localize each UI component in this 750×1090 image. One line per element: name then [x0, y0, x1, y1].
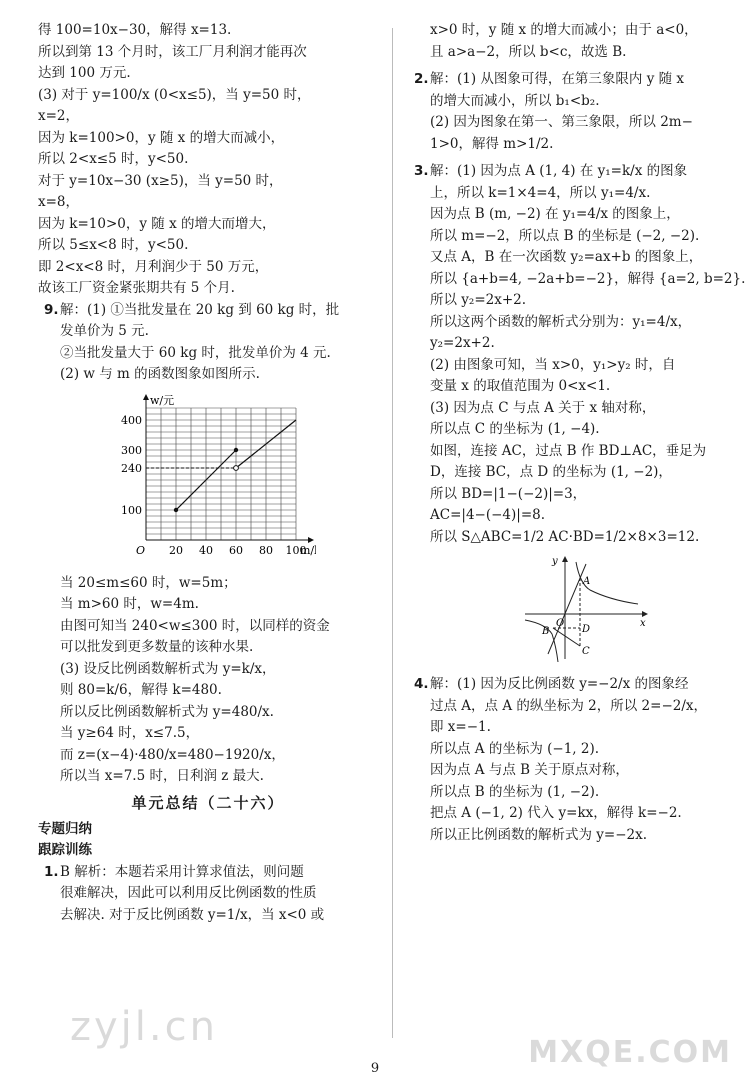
q2-line: (2) 因为图象在第一、第三象限，所以 2m−: [430, 114, 693, 130]
closed-point: [174, 507, 178, 511]
q3-line: 如图，连接 AC，过点 B 作 BD⊥AC，垂足为: [430, 442, 707, 459]
q8-continuation: [38, 20, 378, 300]
text-line: 故该工厂资金紧张期共有 5 个月.: [38, 280, 235, 296]
q9-after-chart: [60, 573, 378, 788]
q2-line: 1>0，解得 m>1/2.: [430, 135, 554, 152]
y-tick-label: 240: [121, 461, 142, 475]
question-number: 4.: [414, 676, 429, 692]
text-line: 所以到第 13 个月时，该工厂月利润才能再次: [38, 43, 307, 60]
q3-line: (2) 由图象可知，当 x>0，y₁>y₂ 时，自: [430, 356, 676, 373]
q3-line: 因为点 B (m, −2) 在 y₁=4/x 的图象上，: [430, 206, 680, 222]
x-tick-label: 80: [259, 543, 273, 557]
text-line: 达到 100 万元.: [38, 65, 131, 81]
q4-line: 所以正比例函数的解析式为 y=−2x.: [430, 826, 648, 843]
q9-line: 当 m>60 时，w=4m.: [60, 596, 199, 612]
q9-line: (3) 设反比例函数解析式为 y=k/x，: [60, 660, 276, 677]
question-9: [38, 300, 378, 788]
section-title: 单元总结（二十六）: [131, 793, 285, 812]
function-graph-figure: [520, 554, 650, 664]
y-tick-label: 100: [121, 503, 142, 517]
q9-line: (2) w 与 m 的函数图象如图所示.: [60, 366, 260, 382]
question-1: [38, 862, 378, 927]
x-arrow-icon: [308, 537, 314, 543]
q1-line: 很难解决，因此可以利用反比例函数的性质: [60, 885, 317, 901]
q9-line: 发单价为 5 元.: [60, 323, 149, 339]
q4-line: 因为点 A 与点 B 关于原点对称，: [430, 762, 629, 778]
q4-line: 即 x=−1.: [430, 719, 491, 735]
subhead-topic: 专题归纳: [38, 820, 92, 837]
y-arrow-icon: [143, 394, 149, 400]
question-number: 1.: [44, 863, 59, 880]
question-number: 3.: [414, 163, 429, 179]
q1-line: x>0 时，y 随 x 的增大而减小；由于 a<0，: [430, 22, 698, 38]
q4-line: 过点 A，点 A 的纵坐标为 2，所以 2=−2/x，: [430, 697, 708, 714]
q9-line: 解：(1) ①当批发量在 20 kg 到 60 kg 时，批: [60, 301, 340, 318]
text-line: (3) 对于 y=100/x (0<x≤5)，当 y=50 时，: [38, 86, 311, 103]
q9-line: 可以批发到更多数量的该种水果.: [60, 639, 254, 655]
x-arrow-icon: [642, 611, 648, 617]
q1-line: B 解析：本题若采用计算求值法，则问题: [60, 863, 304, 880]
q3-line: D，连接 BC，点 D 的坐标为 (1, −2)，: [430, 464, 672, 480]
origin-label: O: [136, 543, 146, 557]
text-line: 所以 2<x≤5 时，y<50.: [38, 151, 189, 167]
q2-line: 的增大而减小，所以 b₁<b₂.: [430, 92, 600, 109]
point-d-label: D: [582, 624, 591, 635]
q4-line: 所以点 A 的坐标为 (−1, 2).: [430, 740, 600, 757]
q3-line: 所以 {a+b=4, −2a+b=−2}，解得 {a=2, b=2}.: [430, 270, 746, 287]
x-tick-label: 100: [285, 543, 307, 557]
q9-line: 当 y≥64 时，x≤7.5，: [60, 725, 200, 741]
left-column: [38, 20, 378, 926]
text-line: 对于 y=10x−30 (x≥5)，当 y=50 时，: [38, 172, 283, 189]
point-b-label: B: [542, 626, 550, 637]
right-column: [408, 20, 746, 846]
segment-bc: [553, 628, 580, 646]
q3-body: [430, 183, 746, 549]
text-line: 即 2<x<8 时，月利润少于 50 万元，: [38, 258, 269, 275]
q1-continuation: [408, 20, 728, 63]
q3-line: 所以 m=−2，所以点 B 的坐标是 (−2, −2).: [430, 227, 700, 244]
q4-body: [430, 696, 728, 847]
q2-line: 解：(1) 从图象可得，在第三象限内 y 随 x: [430, 71, 685, 87]
q3-line: AC=|4−(−4)|=8.: [430, 507, 546, 523]
closed-point: [234, 447, 238, 451]
x-tick-label: 20: [169, 543, 183, 557]
w-m-line-chart: [116, 390, 316, 565]
chart-grid: [146, 408, 296, 540]
watermark-zyjl: zyjl.cn: [70, 1004, 218, 1050]
q3-line: 解：(1) 因为点 A (1, 4) 在 y₁=k/x 的图象: [430, 163, 688, 179]
y-axis-label: w/元: [150, 393, 175, 407]
y-tick-label: 300: [121, 443, 142, 457]
graph-y-label: y: [552, 556, 558, 567]
text-line: x=2，: [38, 108, 80, 124]
q3-line: 又点 A，B 在一次函数 y₂=ax+b 的图象上，: [430, 249, 703, 265]
q3-line: 上，所以 k=1×4=4，所以 y₁=4/x.: [430, 184, 651, 201]
chart-axes: [143, 394, 314, 543]
text-line: 所以 5≤x<8 时，y<50.: [38, 237, 189, 253]
q9-line: 当 20≤m≤60 时，w=5m；: [60, 574, 237, 591]
subhead-practice: 跟踪训练: [38, 842, 92, 858]
q1-line: 去解决. 对于反比例函数 y=1/x，当 x<0 或: [60, 906, 325, 923]
question-number: 9.: [44, 301, 59, 318]
q9-line: 所以当 x=7.5 时，日利润 z 最大.: [60, 768, 264, 784]
text-line: 得 100=10x−30，解得 x=13.: [38, 22, 232, 38]
open-point: [234, 465, 239, 470]
y-tick-label: 400: [121, 413, 142, 427]
q9-line: 所以反比例函数解析式为 y=480/x.: [60, 703, 274, 720]
origin-o-label: O: [556, 618, 565, 629]
q3-line: (3) 因为点 C 与点 A 关于 x 轴对称，: [430, 399, 656, 416]
column-divider: [392, 28, 393, 1038]
x-tick-label: 40: [199, 543, 213, 557]
q3-line: 所以 BD=|1−(−2)|=3，: [430, 485, 587, 502]
question-number: 2.: [414, 71, 429, 87]
y-arrow-icon: [562, 556, 568, 562]
page-number: 9: [370, 1061, 380, 1076]
q9-line: 由图可知当 240<w≤300 时，以同样的资金: [60, 617, 330, 634]
question-2: [408, 69, 728, 155]
question-3: [408, 161, 746, 674]
point-a-label: A: [583, 576, 591, 587]
q3-line: y₂=2x+2.: [430, 335, 495, 351]
x-axis-label: m/: [300, 543, 315, 557]
graph-x-label: x: [640, 618, 646, 629]
q4-line: 把点 A (−1, 2) 代入 y=kx，解得 k=−2.: [430, 805, 682, 821]
q9-line: 而 z=(x−4)·480/x=480−1920/x，: [60, 746, 285, 763]
point-c-label: C: [582, 646, 590, 657]
q3-line: 所以这两个函数的解析式分别为：y₁=4/x，: [430, 313, 692, 330]
q4-line: 所以点 B 的坐标为 (1, −2).: [430, 783, 600, 800]
question-4: [408, 674, 728, 846]
q3-line: 所以 S△ABC=1/2 AC·BD=1/2×8×3=12.: [430, 528, 700, 545]
x-tick-label: 60: [229, 543, 243, 557]
text-line: x=8，: [38, 194, 80, 210]
q9-line: 则 80=k/6，解得 k=480.: [60, 682, 222, 698]
q4-line: 解：(1) 因为反比例函数 y=−2/x 的图象经: [430, 676, 689, 692]
q3-line: 变量 x 的取值范围为 0<x<1.: [430, 378, 611, 394]
watermark-mxqe: MXQE.COM: [528, 1035, 732, 1070]
q3-line: 所以 y₂=2x+2.: [430, 292, 527, 308]
text-line: 因为 k=100>0，y 随 x 的增大而减小，: [38, 129, 285, 146]
q9-line: ②当批发量大于 60 kg 时，批发单价为 4 元.: [60, 344, 331, 361]
chart-ticks: [121, 414, 307, 557]
q3-line: 所以点 C 的坐标为 (1, −4).: [430, 421, 600, 437]
q1-line: 且 a>a−2，所以 b<c，故选 B.: [430, 43, 627, 60]
text-line: 因为 k=10>0，y 随 x 的增大而增大，: [38, 215, 276, 232]
